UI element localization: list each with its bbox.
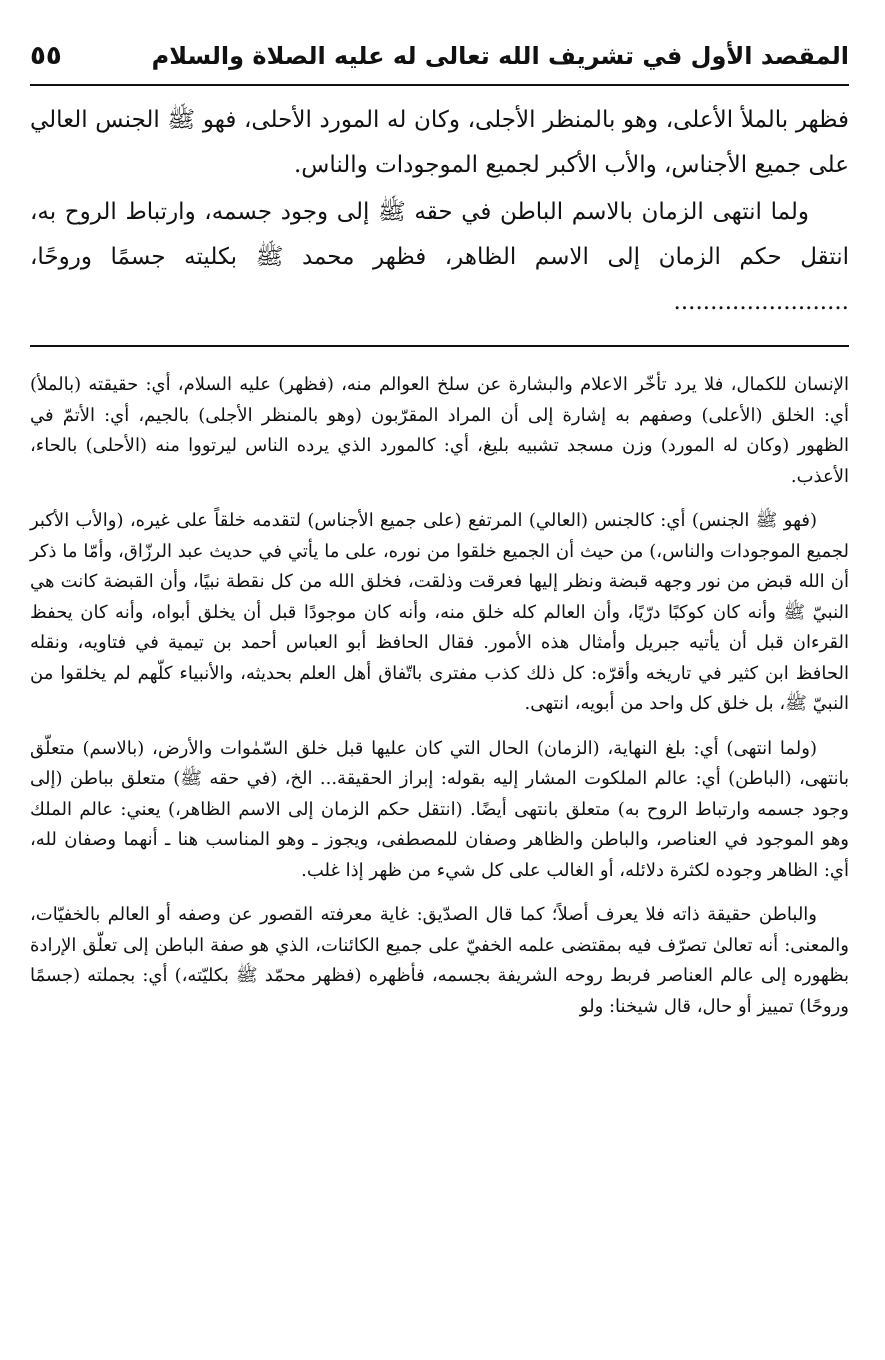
main-text-paragraph-2 bbox=[30, 190, 849, 325]
page-number: ٥٥ bbox=[30, 41, 62, 71]
commentary-paragraph-4: والباطن حقيقة ذاته فلا يعرف أصلاً؛ كما قال الصدّيق: غاية معرفته القصور عن وصفه أو العالم بالخفيّات، والمعنى: أنه تعالىٰ تصرّف فيه بمقتضى علمه الخفيّ على جميع الكائنات، الذي هو صفة الباطن إلى تعلّق الإرادة بظهوره إلى عالم العناصر فربط روحه الشريفة بجسمه، فأظهره (فظهر محمّد ﷺ بكليّته،) أي: بجملته (جسمًا وروحًا) تمييز أو حال، قال شيخنا: ولو bbox=[30, 904, 849, 1017]
commentary-paragraph-2: (فهو ﷺ الجنس) أي: كالجنس (العالي) المرتفع (على جميع الأجناس) لتقدمه خلقاً على غيره، (والأب الأكبر لجميع الموجودات والناس،) من حيث أن الجميع خلقوا من نوره، على ما يأتي في حديث عبد الرزّاق، وأمّا ما ذكر أن الله قبض من نور وجهه قبضة ونظر إليها فعرقت وذلقت، فخلق الله من كل نقطة نبيًا، وأن القبضة كانت هي النبيّ ﷺ وأنه كان كوكبًا درّيًا، وأن العالم كله خلق منه، وأنه كان موجودًا قبل أن يخلق أبواه، وأنه كان يحفظ القرءان قبل أن يأتيه جبريل وأمثال هذه الأمور. فقال الحافظ أبو العباس أحمد بن تيمية في فتاويه، ونقله الحافظ ابن كثير في تاريخه وأقرّه: كل ذلك كذب مفترى باتّفاق أهل العلم بحديثه، والأنبياء كلّهم لم يخلقوا من النبيّ ﷺ، بل خلق كل واحد من أبويه، انتهى. bbox=[30, 510, 849, 714]
main-text-paragraph-2-text: ولما انتهى الزمان بالاسم الباطن في حقه ﷺ إلى وجود جسمه، وارتباط الروح به، انتقل حكم الزمان إلى الاسم الظاهر، فظهر محمد ﷺ بكليته جسمًا وروحًا، bbox=[30, 199, 849, 270]
header-rule bbox=[30, 84, 849, 86]
ellipsis-dots: ........................ bbox=[673, 289, 849, 315]
main-text-paragraph-1: فظهر بالملأ الأعلى، وهو بالمنظر الأجلى، وكان له المورد الأحلى، فهو ﷺ الجنس العالي على جميع الأجناس، والأب الأكبر لجميع الموجودات والناس. bbox=[30, 107, 849, 178]
commentary-paragraph-3: (ولما انتهى) أي: بلغ النهاية، (الزمان) الحال التي كان عليها قبل خلق السّمٰوات والأرض، (بالاسم) متعلّق بانتهى، (الباطن) أي: عالم الملكوت المشار إليه بقوله: إبراز الحقيقة... الخ، (في حقه ﷺ) متعلق بباطن (إلى وجود جسمه وارتباط الروح به) متعلق بانتهى أيضًا. (انتقل حكم الزمان إلى الاسم الظاهر،) يعني: عالم الملك وهو الموجود في العناصر، والباطن والظاهر وصفان للمصطفى، ويجوز ـ وهو المناسب هنا ـ أنهما وصفان لله، أي: الظاهر وجوده لكثرة دلائله، أو الغالب على كل شيء من ظهر إذا غلب. bbox=[30, 737, 849, 881]
running-header bbox=[30, 34, 849, 78]
separator-rule bbox=[30, 345, 849, 347]
commentary-text bbox=[30, 370, 849, 1036]
main-text bbox=[30, 98, 849, 325]
commentary-paragraph-1: الإنسان للكمال، فلا يرد تأخّر الاعلام والبشارة عن سلخ العوالم منه، (فظهر) عليه السلام، أي: حقيقته (بالملأ) أي: الخلق (الأعلى) وصفهم به إشارة إلى أن المراد المقرّبون (وهو بالمنظر الأجلى) بالجيم، أي: الأتمّ في الظهور (وكان له المورد) وزن مسجد تشبيه بليغ، أي: كالمورد الذي يرده الناس ليرتووا منه (الأحلى) بالحاء، الأعذب. bbox=[30, 374, 849, 487]
running-title: المقصد الأول في تشريف الله تعالى له عليه الصلاة والسلام bbox=[151, 42, 849, 70]
